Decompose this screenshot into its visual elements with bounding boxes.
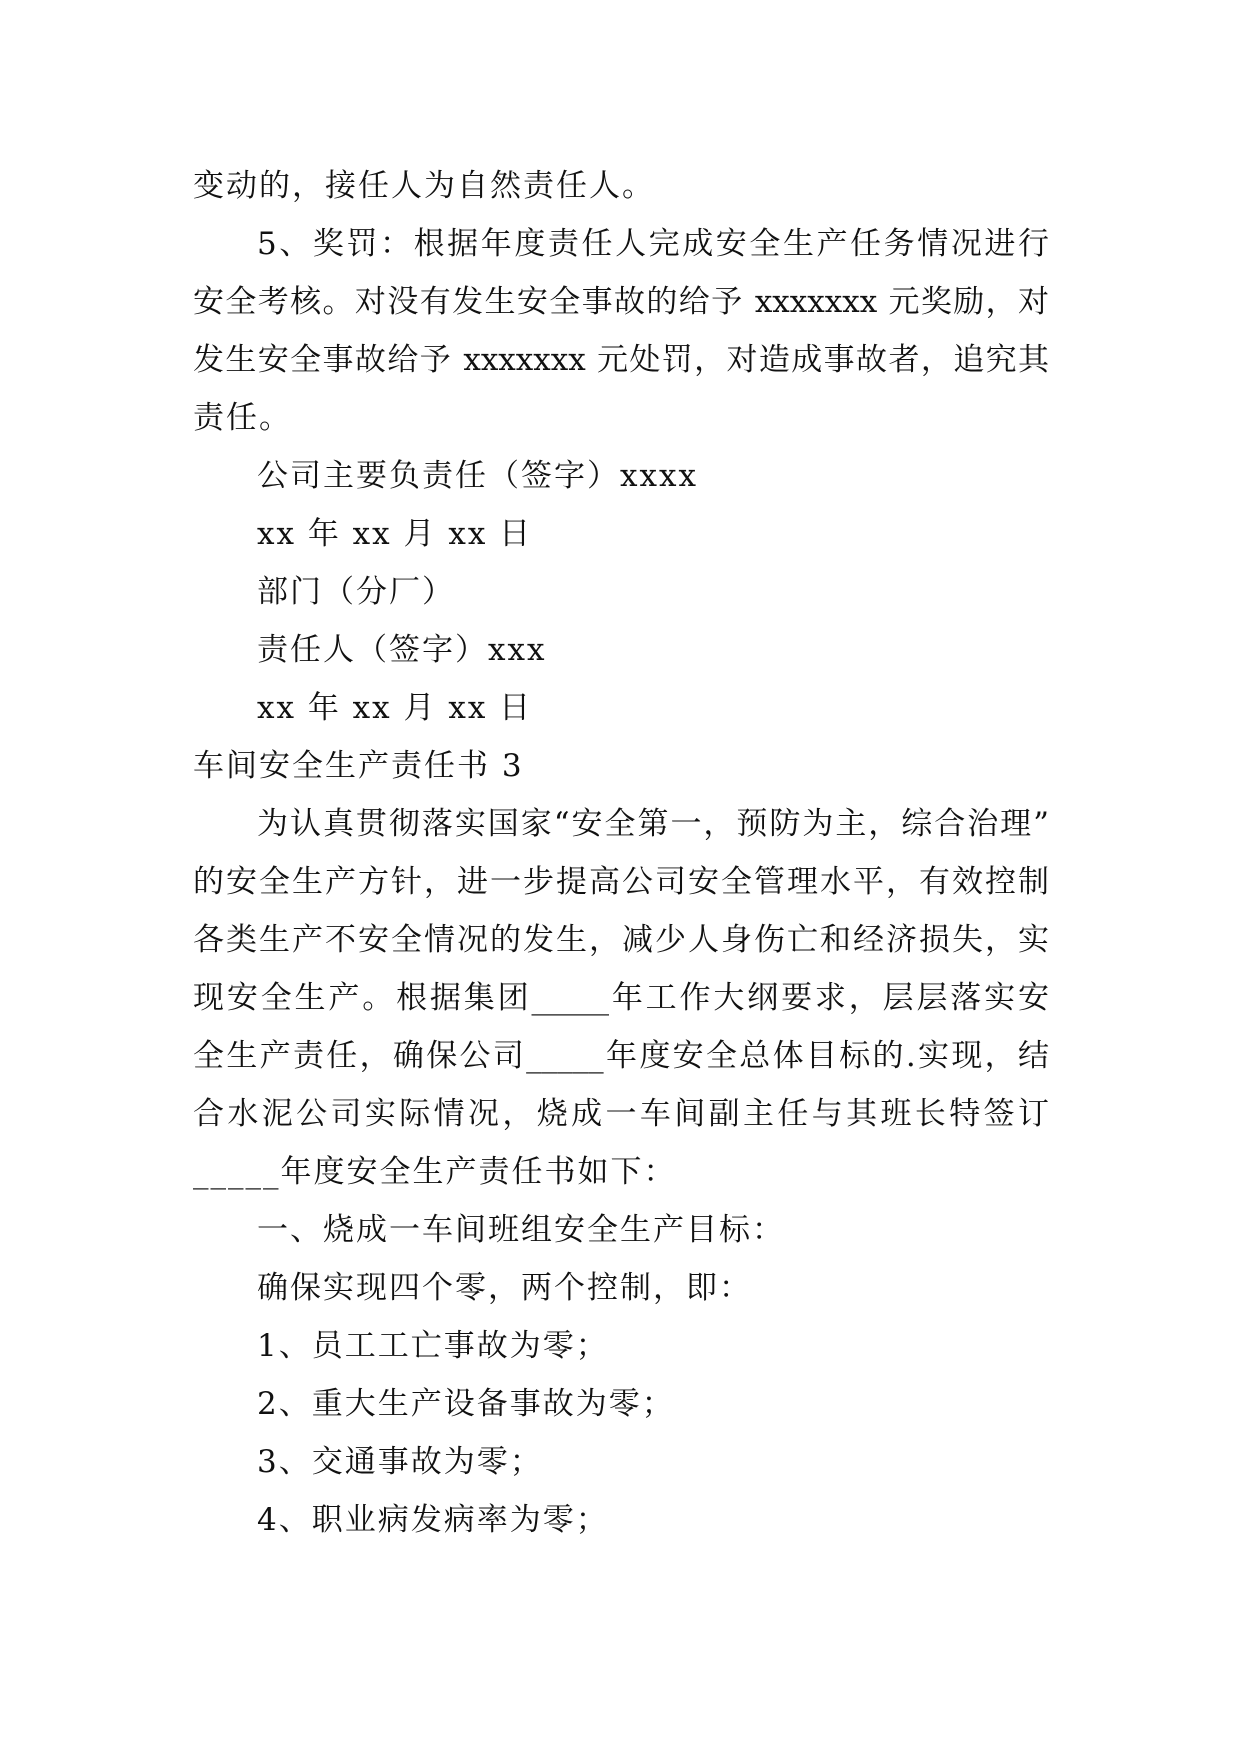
list-item: 1、员工工亡事故为零； xyxy=(257,1328,609,1364)
date-line: xx 年 xx 月 xx 日 xyxy=(257,690,533,726)
text-line: 现安全生产。根据集团_____年工作大纲要求，层层落实安 xyxy=(193,980,1049,1016)
text-line: _____年度安全生产责任书如下： xyxy=(193,1154,677,1190)
text-line: 的安全生产方针，进一步提高公司安全管理水平，有效控制 xyxy=(193,864,1049,900)
department-line: 部门（分厂） xyxy=(257,574,455,610)
text-line: 确保实现四个零，两个控制，即： xyxy=(257,1270,752,1306)
text-line: 变动的，接任人为自然责任人。 xyxy=(193,168,655,204)
text-line: 各类生产不安全情况的发生，减少人身伤亡和经济损失，实 xyxy=(193,922,1049,958)
list-item: 2、重大生产设备事故为零； xyxy=(257,1386,675,1422)
list-item: 3、交通事故为零； xyxy=(257,1444,543,1480)
signature-line: 责任人（签字）xxx xyxy=(257,632,547,668)
text-line: 责任。 xyxy=(193,400,292,436)
text-line: 全生产责任，确保公司_____年度安全总体目标的.实现，结 xyxy=(193,1038,1049,1074)
list-item: 4、职业病发病率为零； xyxy=(257,1502,609,1538)
text-line: 发生安全事故给予 xxxxxxx 元处罚，对造成事故者，追究其 xyxy=(193,342,1049,378)
date-line: xx 年 xx 月 xx 日 xyxy=(257,516,533,552)
text-line: 5、奖罚：根据年度责任人完成安全生产任务情况进行 xyxy=(257,226,1049,262)
text-line: 安全考核。对没有发生安全事故的给予 xxxxxxx 元奖励，对 xyxy=(193,284,1049,320)
text-line: 合水泥公司实际情况，烧成一车间副主任与其班长特签订 xyxy=(193,1096,1049,1132)
signature-line: 公司主要负责任（签字）xxxx xyxy=(257,458,698,494)
section-heading: 车间安全生产责任书 3 xyxy=(193,748,524,784)
subsection-heading: 一、烧成一车间班组安全生产目标： xyxy=(257,1212,785,1248)
text-line: 为认真贯彻落实国家“安全第一，预防为主，综合治理” xyxy=(257,806,1049,842)
